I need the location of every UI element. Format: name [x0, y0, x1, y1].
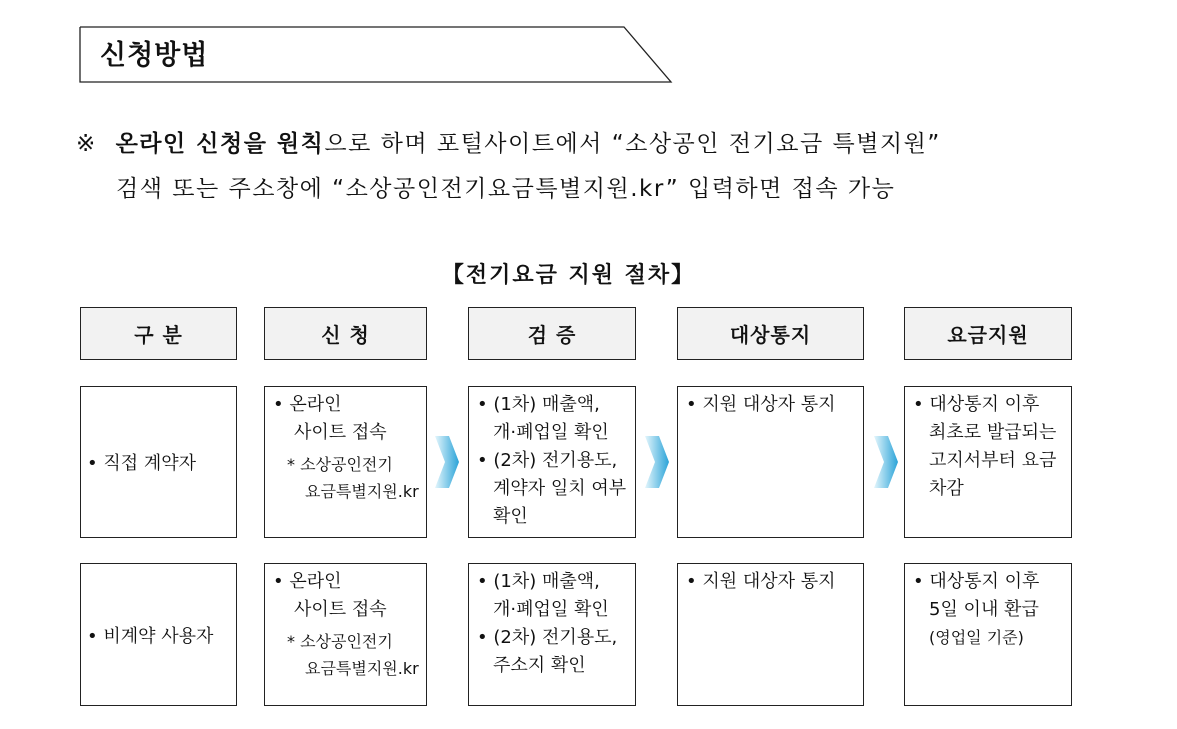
- row2-verify: [468, 563, 636, 706]
- row1-support-line1: • 대상통지 이후: [913, 394, 1040, 415]
- row2-apply-line2: 사이트 접속: [294, 599, 387, 620]
- row1-category: [80, 386, 237, 538]
- row2-category: [80, 563, 237, 706]
- row2-verify-line4: 주소지 확인: [493, 655, 586, 676]
- row1-verify-line5: 확인: [493, 506, 528, 527]
- notice-line-1: [76, 125, 941, 158]
- header-support: 요금지원: [904, 307, 1072, 360]
- row2-apply-line1: • 온라인: [273, 571, 342, 592]
- row1-support: [904, 386, 1072, 538]
- row1-apply-line1: • 온라인: [273, 394, 342, 415]
- arrow-right-icon: [433, 434, 461, 490]
- row1-support-line3: 고지서부터 요금: [929, 450, 1057, 471]
- notice-line-2: 검색 또는 주소창에 “소상공인전기요금특별지원.kr” 입력하면 접속 가능: [116, 176, 896, 202]
- row2-support-line3: (영업일 기준): [929, 628, 1024, 647]
- header-notify: 대상통지: [677, 307, 864, 360]
- arrow-right-icon: [643, 434, 671, 490]
- section-title: 신청방법: [100, 40, 209, 71]
- row2-apply: [264, 563, 427, 706]
- row1-support-line2: 최초로 발급되는: [929, 422, 1057, 443]
- row1-verify-line1: • (1차) 매출액,: [477, 394, 600, 415]
- header-apply: 신 청: [264, 307, 427, 360]
- row2-verify-line2: 개·폐업일 확인: [493, 599, 609, 620]
- row2-support: [904, 563, 1072, 706]
- row1-apply: [264, 386, 427, 538]
- row1-verify-line2: 개·폐업일 확인: [493, 422, 609, 443]
- row2-notify: [677, 563, 864, 706]
- arrow-right-icon: [872, 434, 900, 490]
- notice-mark: ※: [76, 131, 97, 157]
- row2-apply-note2: 요금특별지원.kr: [305, 659, 419, 678]
- row1-support-line4: 차감: [929, 478, 964, 499]
- procedure-title: 【전기요금 지원 절차】: [441, 263, 696, 288]
- row1-verify-line3: • (2차) 전기용도,: [477, 450, 618, 471]
- row1-notify-text: • 지원 대상자 통지: [686, 394, 836, 415]
- row1-category-text: • 직접 계약자: [87, 453, 197, 474]
- row1-verify: [468, 386, 636, 538]
- notice-line-1-rest: 으로 하며 포털사이트에서 “소상공인 전기요금 특별지원”: [324, 131, 941, 157]
- row2-apply-note1: * 소상공인전기: [287, 632, 393, 651]
- row2-category-text: • 비계약 사용자: [87, 625, 214, 647]
- row2-verify-line1: • (1차) 매출액,: [477, 571, 600, 592]
- row1-apply-note1: * 소상공인전기: [287, 455, 393, 474]
- header-category: 구 분: [80, 307, 237, 360]
- header-verify: 검 증: [468, 307, 636, 360]
- row1-apply-note2: 요금특별지원.kr: [305, 482, 419, 501]
- row2-support-line2: 5일 이내 환급: [929, 599, 1039, 620]
- row2-verify-line3: • (2차) 전기용도,: [477, 627, 618, 648]
- row1-apply-line2: 사이트 접속: [294, 422, 387, 443]
- row1-notify: [677, 386, 864, 538]
- notice-bold: 온라인 신청을 원칙: [115, 131, 325, 157]
- row2-notify-text: • 지원 대상자 통지: [686, 571, 836, 592]
- row2-support-line1: • 대상통지 이후: [913, 571, 1040, 592]
- row1-verify-line4: 계약자 일치 여부: [493, 478, 627, 499]
